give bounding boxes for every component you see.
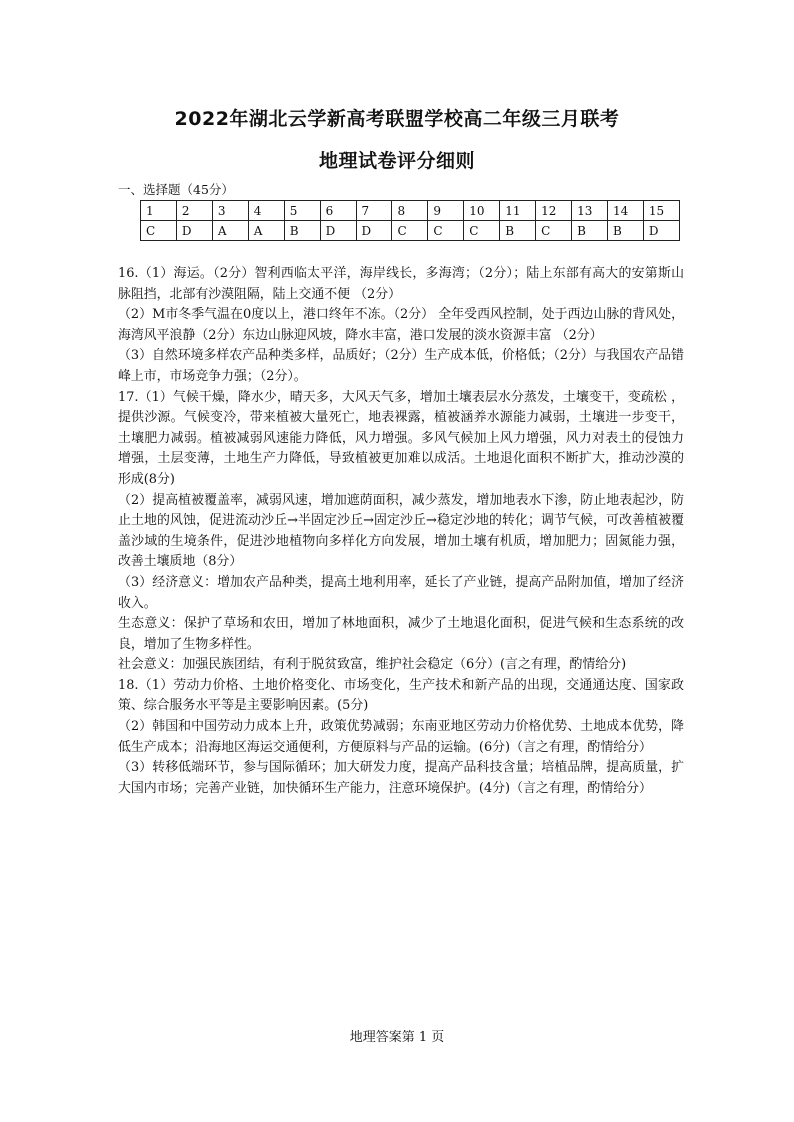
answer-cell: A [212, 221, 248, 241]
answer-paragraph-q16-3: （3）自然环境多样农产品种类多样，品质好；（2分）生产成本低，价格低；（2分）与我国农产品错峰上市，市场竞争力强；（2分）。 [118, 348, 684, 384]
answer-paragraph-q17-3-economic: （3）经济意义：增加农产品种类，提高土地利用率，延长了产业链，提高产品附加值，增加了经济收入。 [118, 574, 684, 611]
answer-row [141, 221, 680, 241]
question-number: 3 [212, 201, 248, 221]
question-number-row [141, 201, 680, 221]
answer-cell: B [284, 221, 320, 241]
question-number: 5 [284, 201, 320, 221]
answer-cell: C [141, 221, 177, 241]
question-number: 1 [141, 201, 177, 221]
answer-cell: C [464, 221, 500, 241]
question-number: 14 [607, 201, 643, 221]
answer-paragraph-q18-1: 18.（1）劳动力价格、土地价格变化、市场变化，生产技术和新产品的出现，交通通达度、国家政策、综合服务水平等是主要影响因素。(5分) [118, 677, 684, 714]
answer-cell: A [248, 221, 284, 241]
answer-cell: C [428, 221, 464, 241]
document-subtitle: 地理试卷评分细则 [318, 150, 475, 172]
question-number: 12 [536, 201, 572, 221]
answer-paragraph-q17-1: 17.（1）气候干燥，降水少，晴天多，大风天气多，增加土壤表层水分蒸发，土壤变干，变疏松 ，提供沙源。气候变冷，带来植被大量死亡，地表裸露，植被涵养水源能力减弱，土壤进一步变干，土壤肥力减弱。植被减弱风速能力降低，风力增强。多风气候加上风力增强，风力对表土的侵蚀力增强，土层变薄，土地生产力降低，导致植被更加难以成活。土地退化面积不断扩大，推动沙漠的形成(8分) [118, 389, 684, 487]
question-number: 15 [643, 201, 679, 221]
answer-paragraph-q18-2: （2）韩国和中国劳动力成本上升，政策优势减弱；东南亚地区劳动力价格优势、土地成本优势，降低生产成本；沿海地区海运交通便利，方便原料与产品的运输。(6分)（言之有理，酌情给分） [118, 719, 684, 755]
answer-cell: C [536, 221, 572, 241]
answer-cell: C [392, 221, 428, 241]
answer-body [118, 264, 684, 799]
answer-table [140, 200, 680, 241]
answer-cell: D [643, 221, 679, 241]
answer-cell: B [607, 221, 643, 241]
question-number: 7 [356, 201, 392, 221]
answer-paragraph-q17-2: （2）提高植被覆盖率，减弱风速，增加遮荫面积，减少蒸发，增加地表水下渗，防止地表起沙，防止土地的风蚀，促进流动沙丘→半固定沙丘→固定沙丘→稳定沙地的转化；调节气候，可改善植被覆盖沙域的生境条件，促进沙地植物向多样化方向发展，增加土壤有机质，增加肥力；固氮能力强，改善土壤质地（8分） [118, 492, 684, 570]
page-footer: 地理答案第 1 页 [349, 1030, 445, 1045]
answer-cell: D [320, 221, 356, 241]
answer-paragraph-q17-3-social: 社会意义：加强民族团结，有利于脱贫致富，维护社会稳定（6分）(言之有理，酌情给分) [118, 657, 627, 673]
answer-paragraph-q16-1: 16.（1）海运。（2分）智利西临太平洋，海岸线长，多海湾；（2分）；陆上东部有高大的安第斯山脉阻挡，北部有沙漠阻隔，陆上交通不便 （2分） [118, 266, 684, 302]
answer-cell: D [356, 221, 392, 241]
question-number: 6 [320, 201, 356, 221]
question-number: 8 [392, 201, 428, 221]
exam-title: 2022年湖北云学新高考联盟学校高二年级三月联考 [174, 108, 620, 130]
answer-cell: D [176, 221, 212, 241]
answer-paragraph-q18-3: （3）转移低端环节，参与国际循环；加大研发力度，提高产品科技含量；培植品牌，提高质量，扩大国内市场；完善产业链，加快循环生产能力，注意环境保护。(4分)（言之有理，酌情给分） [118, 760, 684, 796]
question-number: 13 [572, 201, 608, 221]
answer-paragraph-q16-2: （2）M市冬季气温在0度以上，港口终年不冻。（2分） 全年受西风控制，处于西边山脉的背风处，海湾风平浪静（2分）东边山脉迎风坡，降水丰富，港口发展的淡水资源丰富 （2分） [118, 307, 684, 343]
question-number: 4 [248, 201, 284, 221]
question-number: 10 [464, 201, 500, 221]
question-number: 11 [500, 201, 536, 221]
section-heading-multiple-choice: 一、选择题（45分） [118, 182, 234, 197]
question-number: 9 [428, 201, 464, 221]
answer-cell: B [500, 221, 536, 241]
answer-cell: B [572, 221, 608, 241]
question-number: 2 [176, 201, 212, 221]
answer-paragraph-q17-3-ecological: 生态意义：保护了草场和农田，增加了林地面积，减少了土地退化面积，促进气候和生态系统的改良，增加了生物多样性。 [118, 616, 684, 652]
